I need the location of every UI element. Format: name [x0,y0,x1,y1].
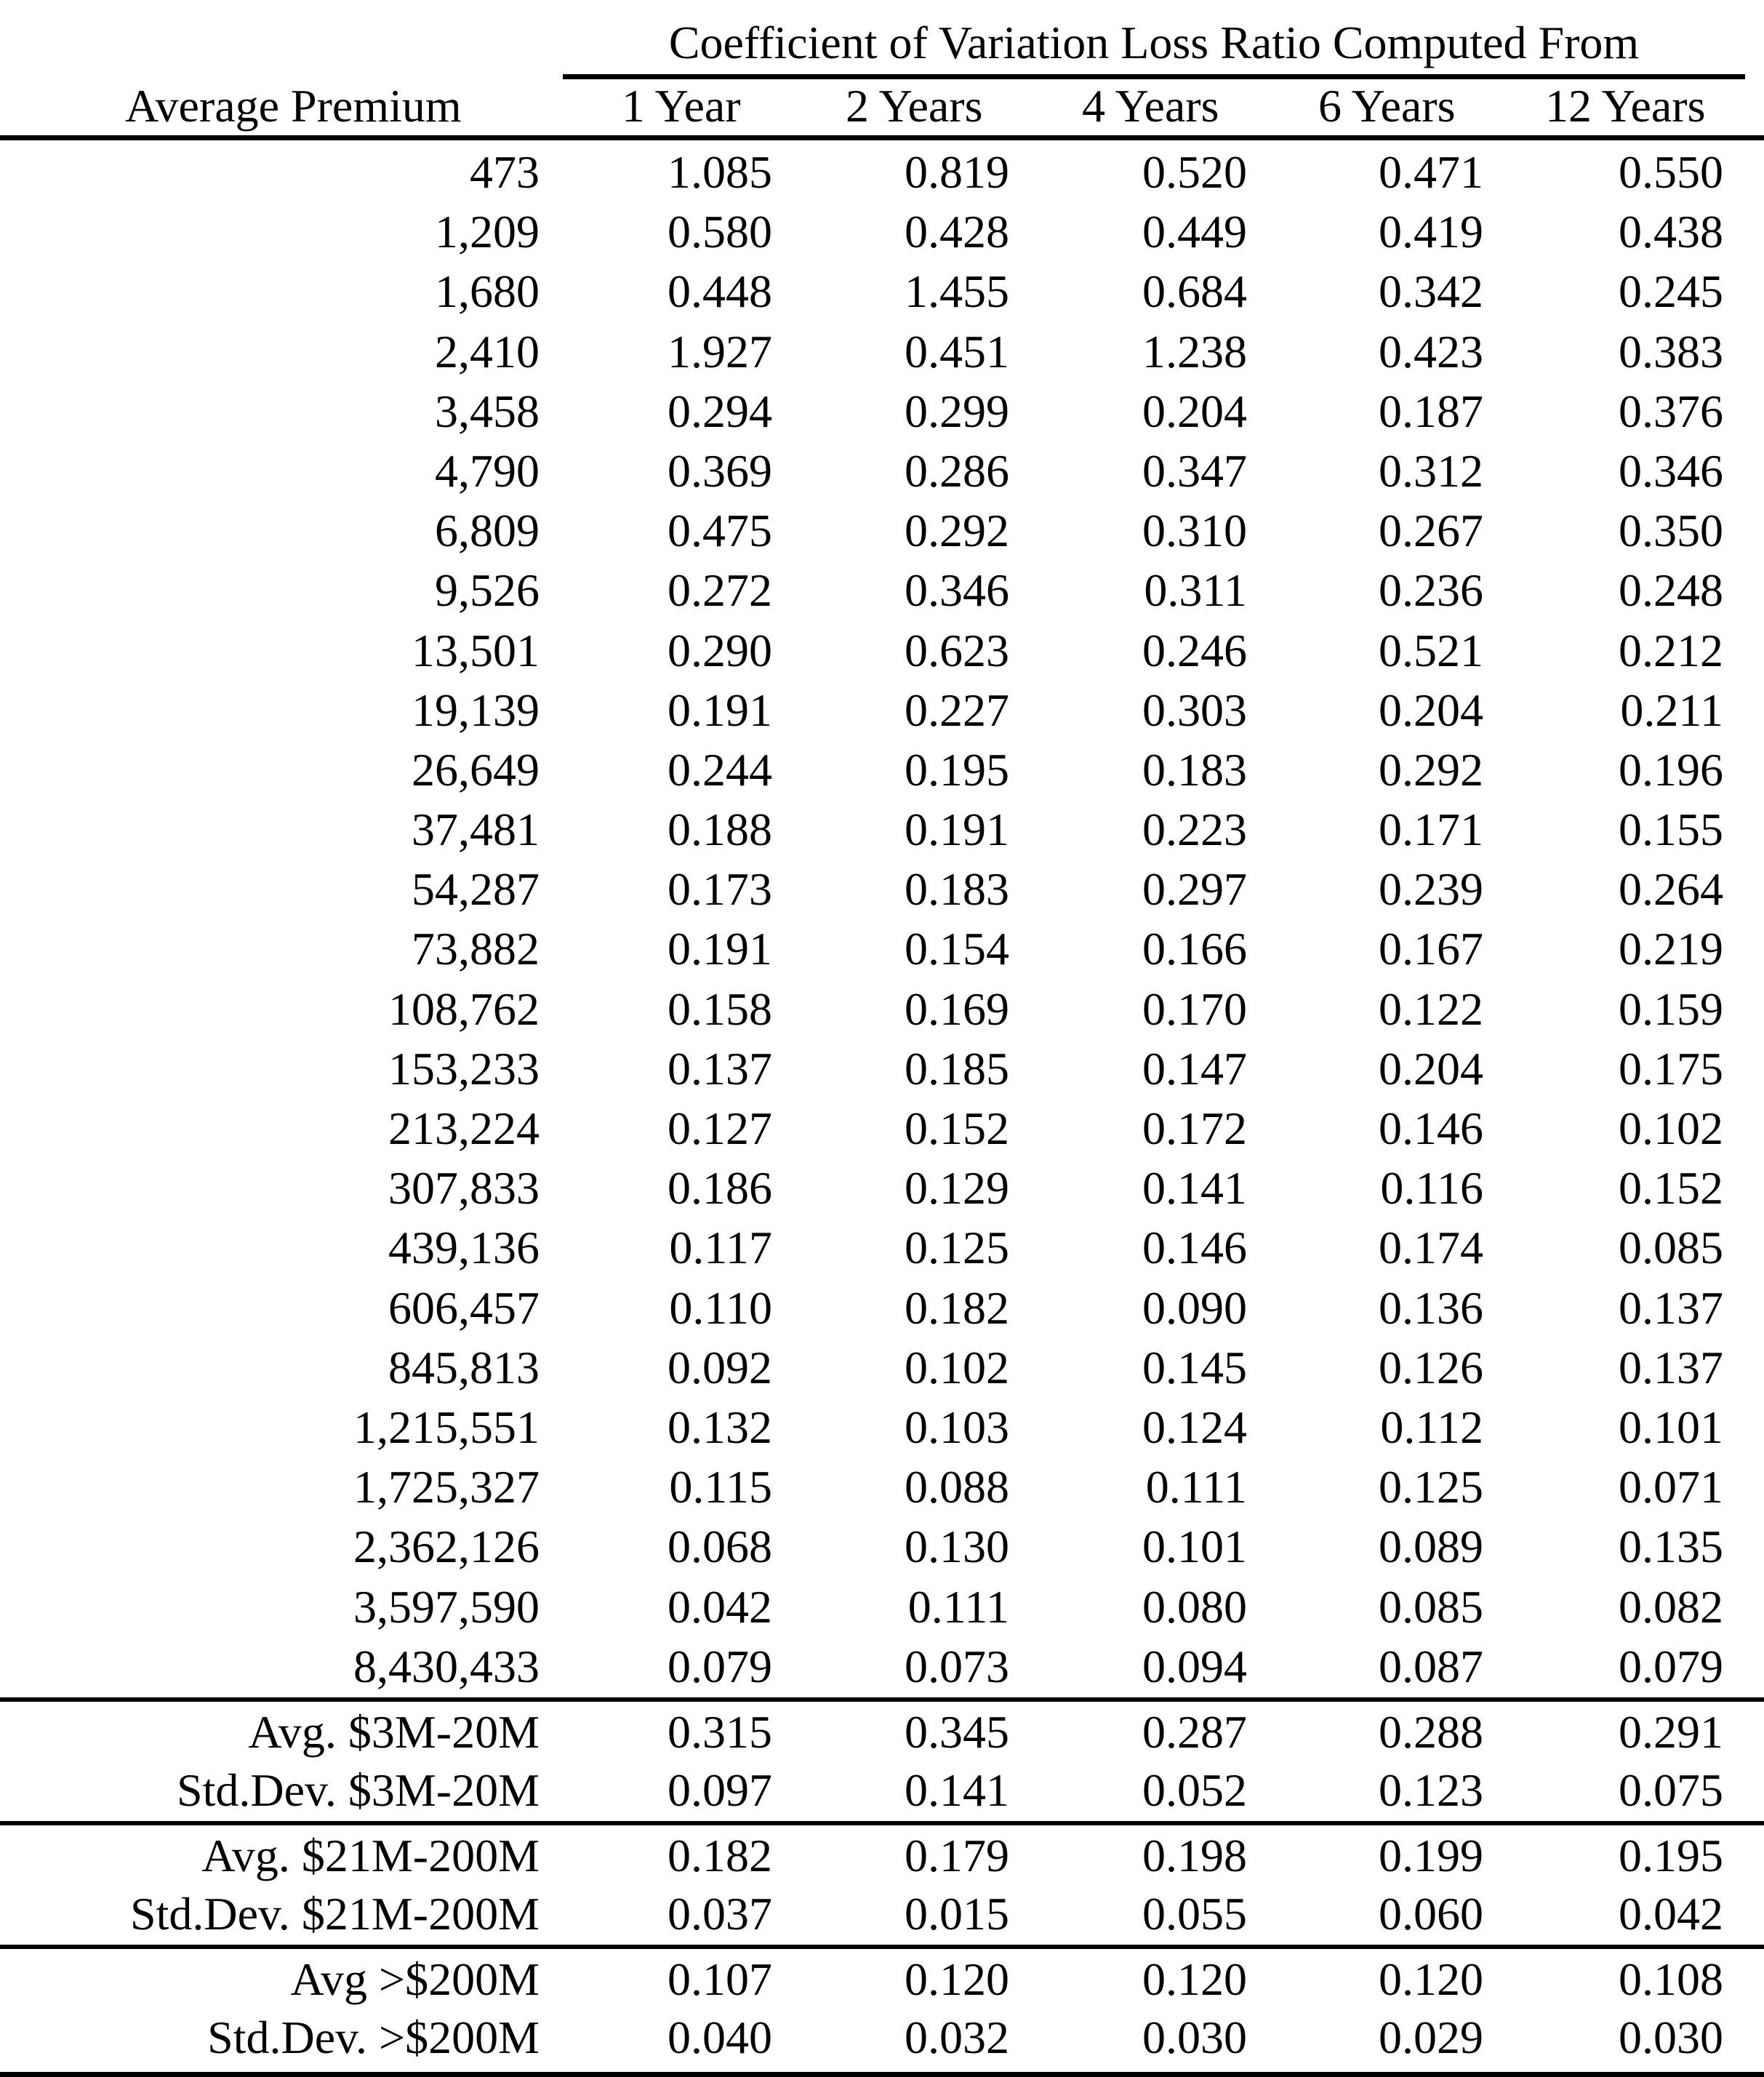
table-row [0,1637,1764,1697]
cell-1-year: 0.158 [667,983,772,1035]
cell-2-years: 0.111 [907,1580,1009,1633]
cell-1-year: 0.037 [667,1888,772,1940]
table-row [0,1517,1764,1577]
cell-4-years: 0.170 [1142,983,1247,1035]
cell-2-years: 0.088 [905,1461,1009,1513]
cell-4-years: 0.684 [1142,265,1247,318]
table-body [0,143,1764,2077]
cell-2-years: 0.182 [905,1281,1009,1334]
cell-2-years: 0.125 [905,1222,1009,1274]
cell-1-year: 0.294 [667,385,772,437]
cell-average-premium: Std.Dev. >$200M [207,2012,540,2064]
cell-6-years: 0.204 [1379,684,1483,736]
cell-average-premium: 54,287 [412,863,540,916]
cell-average-premium: 2,410 [435,325,540,377]
cell-4-years: 0.449 [1142,206,1247,258]
cell-6-years: 0.204 [1379,1042,1483,1094]
cell-2-years: 0.032 [905,2012,1009,2064]
cell-average-premium: 307,833 [388,1162,540,1214]
cell-6-years: 0.087 [1379,1640,1483,1692]
cell-2-years: 0.130 [905,1521,1009,1573]
table-row [0,1039,1764,1099]
cell-12-years: 0.159 [1619,983,1723,1035]
cell-6-years: 0.187 [1379,385,1483,437]
cell-6-years: 0.167 [1379,923,1483,975]
cell-1-year: 0.107 [667,1953,772,2005]
table-row [0,1398,1764,1457]
cell-12-years: 0.137 [1619,1341,1723,1393]
cell-2-years: 0.451 [905,325,1009,377]
summary-row [0,1827,1764,1886]
cell-4-years: 0.141 [1142,1162,1247,1214]
cell-4-years: 0.090 [1142,1281,1247,1334]
cell-2-years: 0.129 [905,1162,1009,1214]
cell-6-years: 0.312 [1379,444,1483,497]
cell-4-years: 0.124 [1142,1401,1247,1453]
cell-4-years: 0.287 [1142,1705,1247,1758]
cell-2-years: 0.185 [905,1042,1009,1094]
cell-average-premium: 3,458 [435,385,540,437]
cell-12-years: 0.152 [1619,1162,1723,1214]
cell-average-premium: Std.Dev. $3M-20M [177,1764,540,1817]
table-row [0,441,1764,501]
cell-12-years: 0.071 [1619,1461,1723,1513]
cell-1-year: 0.132 [667,1401,772,1453]
cell-average-premium: 1,725,327 [353,1461,540,1513]
cell-2-years: 0.191 [905,804,1009,856]
group-divider-rule [0,1821,1764,1825]
group-divider-rule [0,1945,1764,1949]
cell-2-years: 0.346 [905,564,1009,617]
table-row [0,919,1764,979]
table-row [0,1577,1764,1637]
cell-4-years: 0.111 [1145,1461,1247,1513]
cell-2-years: 0.299 [905,385,1009,437]
cell-1-year: 0.290 [667,624,772,676]
summary-row [0,2009,1764,2068]
column-header-row [0,77,1764,135]
column-header-12-years: 12 Years [1545,80,1706,132]
cell-1-year: 1.927 [667,325,772,377]
cell-12-years: 0.082 [1619,1580,1723,1633]
cell-12-years: 0.079 [1619,1640,1723,1692]
cell-2-years: 0.169 [905,983,1009,1035]
cell-1-year: 0.068 [667,1521,772,1573]
table-row [0,1099,1764,1158]
cell-1-year: 0.040 [667,2012,772,2064]
header-rule [0,135,1764,140]
cell-average-premium: Avg. $21M-200M [201,1829,540,1881]
cell-12-years: 0.195 [1619,1829,1723,1881]
table-row [0,262,1764,321]
cell-2-years: 0.073 [905,1640,1009,1692]
summary-row [0,1703,1764,1762]
cell-6-years: 0.236 [1379,564,1483,617]
cell-2-years: 0.227 [905,684,1009,736]
cell-1-year: 0.110 [669,1281,772,1334]
cell-6-years: 0.471 [1379,146,1483,198]
cell-6-years: 0.125 [1379,1461,1483,1513]
cell-average-premium: 845,813 [388,1341,540,1393]
cell-12-years: 0.211 [1620,684,1723,736]
cell-12-years: 0.196 [1619,743,1723,796]
table-row [0,202,1764,262]
cell-1-year: 0.042 [667,1580,772,1633]
cell-average-premium: 37,481 [412,804,540,856]
cell-average-premium: 153,233 [388,1042,540,1094]
cell-6-years: 0.120 [1379,1953,1483,2005]
cell-2-years: 0.183 [905,863,1009,916]
cell-4-years: 0.172 [1142,1102,1247,1154]
cell-1-year: 0.244 [667,743,772,796]
cell-12-years: 0.042 [1619,1888,1723,1940]
cell-4-years: 0.094 [1142,1640,1247,1692]
cell-12-years: 0.383 [1619,325,1723,377]
cell-2-years: 1.455 [905,265,1009,318]
cell-6-years: 0.136 [1379,1281,1483,1334]
summary-row [0,1885,1764,1944]
cell-1-year: 0.191 [667,923,772,975]
cell-4-years: 0.310 [1142,505,1247,557]
table-row [0,1338,1764,1398]
cell-average-premium: 3,597,590 [353,1580,540,1633]
cell-1-year: 0.182 [667,1829,772,1881]
cell-2-years: 0.152 [905,1102,1009,1154]
column-header-average-premium: Average Premium [125,80,462,132]
cell-12-years: 0.291 [1619,1705,1723,1758]
cell-4-years: 0.223 [1142,804,1247,856]
table-row [0,621,1764,681]
cell-average-premium: 213,224 [388,1102,540,1154]
cell-6-years: 0.342 [1379,265,1483,318]
table-row [0,740,1764,800]
cell-2-years: 0.015 [905,1888,1009,1940]
cell-6-years: 0.116 [1380,1162,1483,1214]
cell-12-years: 0.030 [1619,2012,1723,2064]
column-header-1-year: 1 Year [622,80,741,132]
cell-12-years: 0.248 [1619,564,1723,617]
cell-2-years: 0.102 [905,1341,1009,1393]
cell-1-year: 0.117 [669,1222,772,1274]
cell-12-years: 0.264 [1619,863,1723,916]
cell-4-years: 0.030 [1142,2012,1247,2064]
cell-4-years: 0.166 [1142,923,1247,975]
cell-6-years: 0.239 [1379,863,1483,916]
column-header-2-years: 2 Years [846,80,983,132]
cell-6-years: 0.288 [1379,1705,1483,1758]
summary-row [0,1950,1764,2009]
cell-1-year: 0.188 [667,804,772,856]
cell-12-years: 0.350 [1619,505,1723,557]
cell-12-years: 0.108 [1619,1953,1723,2005]
cell-6-years: 0.123 [1379,1764,1483,1817]
cell-6-years: 0.292 [1379,743,1483,796]
table-row [0,143,1764,202]
column-header-4-years: 4 Years [1082,80,1219,132]
cell-average-premium: 1,215,551 [353,1401,540,1453]
cell-6-years: 0.122 [1379,983,1483,1035]
cell-2-years: 0.623 [905,624,1009,676]
cell-6-years: 0.126 [1379,1341,1483,1393]
table-bottom-rule [0,2072,1764,2077]
cell-1-year: 0.115 [669,1461,772,1513]
cell-6-years: 0.267 [1379,505,1483,557]
cell-12-years: 0.155 [1619,804,1723,856]
cell-6-years: 0.199 [1379,1829,1483,1881]
cell-12-years: 0.175 [1619,1042,1723,1094]
cell-2-years: 0.819 [905,146,1009,198]
cell-2-years: 0.428 [905,206,1009,258]
cell-1-year: 0.097 [667,1764,772,1817]
cell-12-years: 0.135 [1619,1521,1723,1573]
cell-12-years: 0.219 [1619,923,1723,975]
table-row [0,1218,1764,1278]
table-row [0,860,1764,919]
cell-4-years: 0.303 [1142,684,1247,736]
cell-4-years: 0.347 [1142,444,1247,497]
cell-average-premium: 73,882 [412,923,540,975]
cell-1-year: 0.092 [667,1341,772,1393]
cell-average-premium: 26,649 [412,743,540,796]
cell-1-year: 0.448 [667,265,772,318]
cell-4-years: 0.204 [1142,385,1247,437]
cell-6-years: 0.112 [1380,1401,1483,1453]
cell-average-premium: Avg >$200M [290,1953,540,2005]
table-row [0,980,1764,1039]
cell-1-year: 0.580 [667,206,772,258]
cell-average-premium: 1,680 [435,265,540,318]
cell-4-years: 0.145 [1142,1341,1247,1393]
cell-2-years: 0.286 [905,444,1009,497]
cell-12-years: 0.137 [1619,1281,1723,1334]
table-row [0,322,1764,382]
cell-average-premium: 13,501 [412,624,540,676]
cell-average-premium: 2,362,126 [353,1521,540,1573]
cell-12-years: 0.085 [1619,1222,1723,1274]
cell-1-year: 0.315 [667,1705,772,1758]
cell-2-years: 0.345 [905,1705,1009,1758]
cell-4-years: 1.238 [1142,325,1247,377]
cell-4-years: 0.146 [1142,1222,1247,1274]
cell-average-premium: 19,139 [412,684,540,736]
cell-1-year: 0.137 [667,1042,772,1094]
cell-12-years: 0.346 [1619,444,1723,497]
cell-2-years: 0.292 [905,505,1009,557]
cell-average-premium: 439,136 [388,1222,540,1274]
cell-6-years: 0.419 [1379,206,1483,258]
cell-6-years: 0.423 [1379,325,1483,377]
cell-1-year: 1.085 [667,146,772,198]
cell-12-years: 0.438 [1619,206,1723,258]
cell-2-years: 0.154 [905,923,1009,975]
cell-12-years: 0.101 [1619,1401,1723,1453]
cell-1-year: 0.173 [667,863,772,916]
column-header-6-years: 6 Years [1318,80,1456,132]
cell-4-years: 0.183 [1142,743,1247,796]
cell-average-premium: 108,762 [388,983,540,1035]
cell-average-premium: Std.Dev. $21M-200M [130,1888,540,1940]
cell-4-years: 0.101 [1142,1521,1247,1573]
cell-4-years: 0.311 [1144,564,1247,617]
cell-4-years: 0.120 [1142,1953,1247,2005]
cell-1-year: 0.186 [667,1162,772,1214]
cell-4-years: 0.297 [1142,863,1247,916]
cell-4-years: 0.055 [1142,1888,1247,1940]
table-row [0,382,1764,441]
table-row [0,501,1764,561]
cell-4-years: 0.246 [1142,624,1247,676]
cell-1-year: 0.127 [667,1102,772,1154]
cell-4-years: 0.198 [1142,1829,1247,1881]
table-row [0,800,1764,860]
cell-average-premium: 4,790 [435,444,540,497]
cell-1-year: 0.191 [667,684,772,736]
table-row [0,561,1764,620]
cell-6-years: 0.146 [1379,1102,1483,1154]
cell-average-premium: 9,526 [435,564,540,617]
cell-1-year: 0.079 [667,1640,772,1692]
cell-6-years: 0.029 [1379,2012,1483,2064]
cell-4-years: 0.052 [1142,1764,1247,1817]
cell-12-years: 0.376 [1619,385,1723,437]
cell-average-premium: 473 [470,146,540,198]
cell-6-years: 0.521 [1379,624,1483,676]
super-header: Coefficient of Variation Loss Ratio Computed From [668,17,1640,68]
cell-12-years: 0.550 [1619,146,1723,198]
cell-6-years: 0.171 [1379,804,1483,856]
cell-12-years: 0.245 [1619,265,1723,318]
cell-average-premium: Avg. $3M-20M [248,1705,540,1758]
cell-average-premium: 606,457 [388,1281,540,1334]
cell-6-years: 0.085 [1379,1580,1483,1633]
cell-2-years: 0.179 [905,1829,1009,1881]
cell-2-years: 0.141 [905,1764,1009,1817]
cell-12-years: 0.102 [1619,1102,1723,1154]
cell-average-premium: 6,809 [435,505,540,557]
cell-4-years: 0.080 [1142,1580,1247,1633]
cell-4-years: 0.520 [1142,146,1247,198]
summary-row [0,1761,1764,1820]
cell-6-years: 0.060 [1379,1888,1483,1940]
table-row [0,1457,1764,1517]
table-row [0,681,1764,740]
cell-average-premium: 8,430,433 [353,1640,540,1692]
cell-6-years: 0.089 [1379,1521,1483,1573]
cell-1-year: 0.475 [667,505,772,557]
cell-12-years: 0.075 [1619,1764,1723,1817]
cell-2-years: 0.195 [905,743,1009,796]
cell-1-year: 0.272 [667,564,772,617]
cell-12-years: 0.212 [1619,624,1723,676]
group-divider-rule [0,1697,1764,1702]
table-row [0,1278,1764,1338]
cell-6-years: 0.174 [1379,1222,1483,1274]
cell-average-premium: 1,209 [435,206,540,258]
cell-4-years: 0.147 [1142,1042,1247,1094]
cell-2-years: 0.103 [905,1401,1009,1453]
cell-1-year: 0.369 [667,444,772,497]
table-row [0,1158,1764,1218]
cell-2-years: 0.120 [905,1953,1009,2005]
